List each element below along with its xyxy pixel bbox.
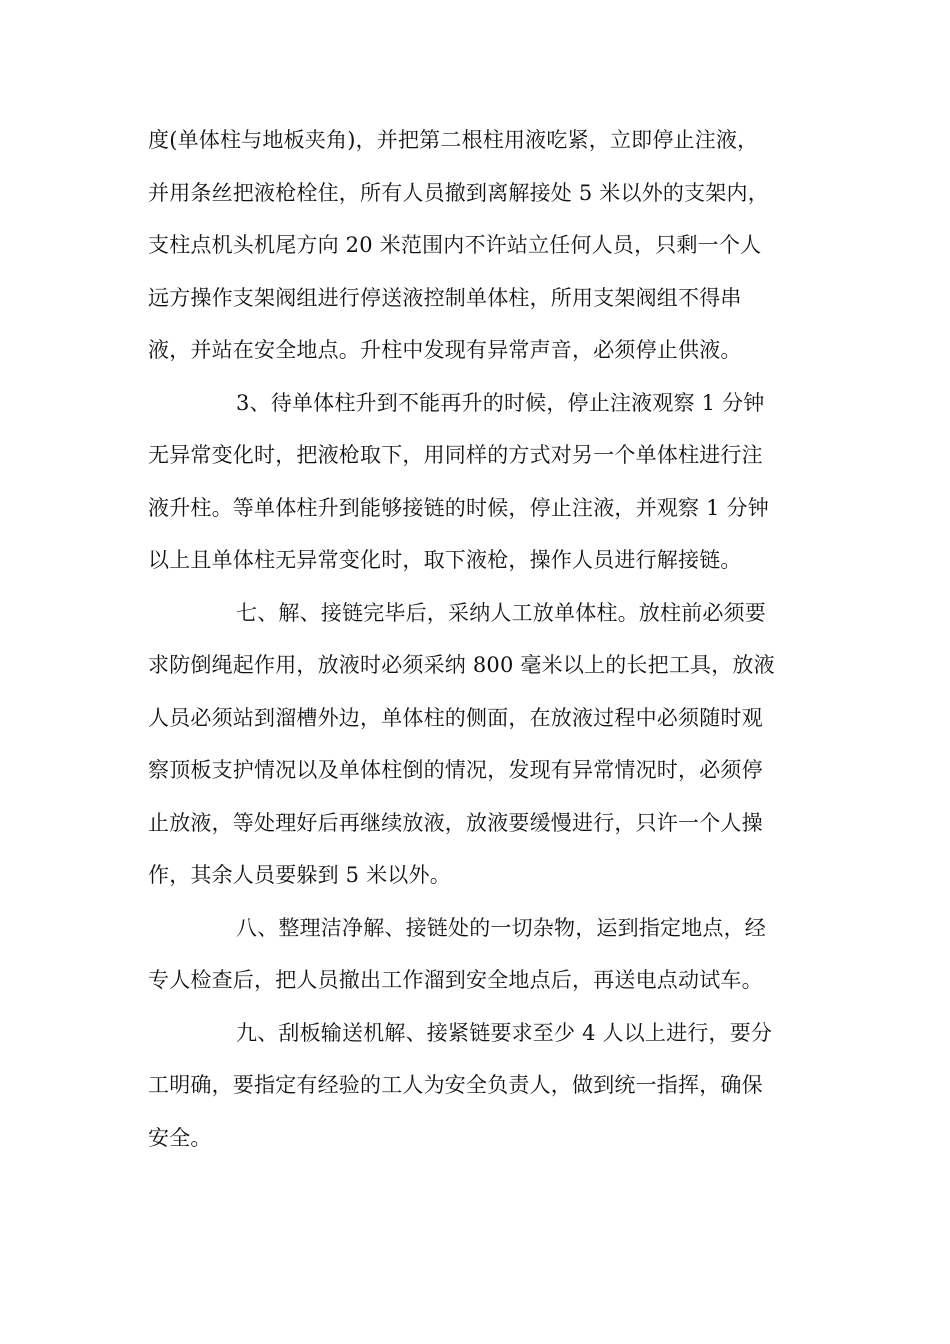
text-line: 工明确，要指定有经验的工人为安全负责人，做到统一指挥，确保 — [148, 1073, 763, 1097]
text-line: 以上且单体柱无异常变化时，取下液枪，操作人员进行解接链。 — [148, 548, 742, 572]
text-line: 无异常变化时，把液枪取下，用同样的方式对另一个单体柱进行注 — [148, 443, 763, 467]
text-line: 作，其余人员要躲到 5 米以外。 — [148, 863, 451, 887]
text-line: 止放液，等处理好后再继续放液，放液要缓慢进行，只许一个人操 — [148, 810, 763, 835]
paragraph-start-line: 九、刮板输送机解、接紧链要求至少 4 人以上进行，要分 — [236, 1020, 773, 1045]
text-line: 安全。 — [148, 1125, 212, 1150]
text-line: 度(单体柱与地板夹角)，并把第二根柱用液吃紧，立即停止注液， — [148, 128, 759, 152]
text-line: 专人检查后，把人员撤出工作溜到安全地点后，再送电点动试车。 — [148, 968, 763, 992]
text-line: 察顶板支护情况以及单体柱倒的情况，发现有异常情况时，必须停 — [148, 758, 763, 782]
paragraph-start-line: 八、整理洁净解、接链处的一切杂物，运到指定地点，经 — [236, 915, 766, 940]
text-line: 远方操作支架阀组进行停送液控制单体柱，所用支架阀组不得串 — [148, 285, 742, 310]
text-line: 人员必须站到溜槽外边，单体柱的侧面，在放液过程中必须随时观 — [148, 705, 763, 730]
text-line: 液，并站在安全地点。升柱中发现有异常声音，必须停止供液。 — [148, 338, 742, 362]
text-line: 求防倒绳起作用，放液时必须采纳 800 毫米以上的长把工具，放液 — [148, 653, 775, 677]
text-line: 液升柱。等单体柱升到能够接链的时候，停止注液，并观察 1 分钟 — [148, 495, 769, 520]
paragraph-start-line: 3、待单体柱升到不能再升的时候，停止注液观察 1 分钟 — [236, 390, 765, 415]
body-text — [148, 114, 808, 1164]
paragraph-start-line: 七、解、接链完毕后，采纳人工放单体柱。放柱前必须要 — [236, 600, 766, 625]
text-line: 并用条丝把液枪栓住，所有人员撤到离解接处 5 米以外的支架内， — [148, 180, 769, 205]
text-line: 支柱点机头机尾方向 20 米范围内不许站立任何人员，只剩一个人 — [148, 233, 762, 257]
